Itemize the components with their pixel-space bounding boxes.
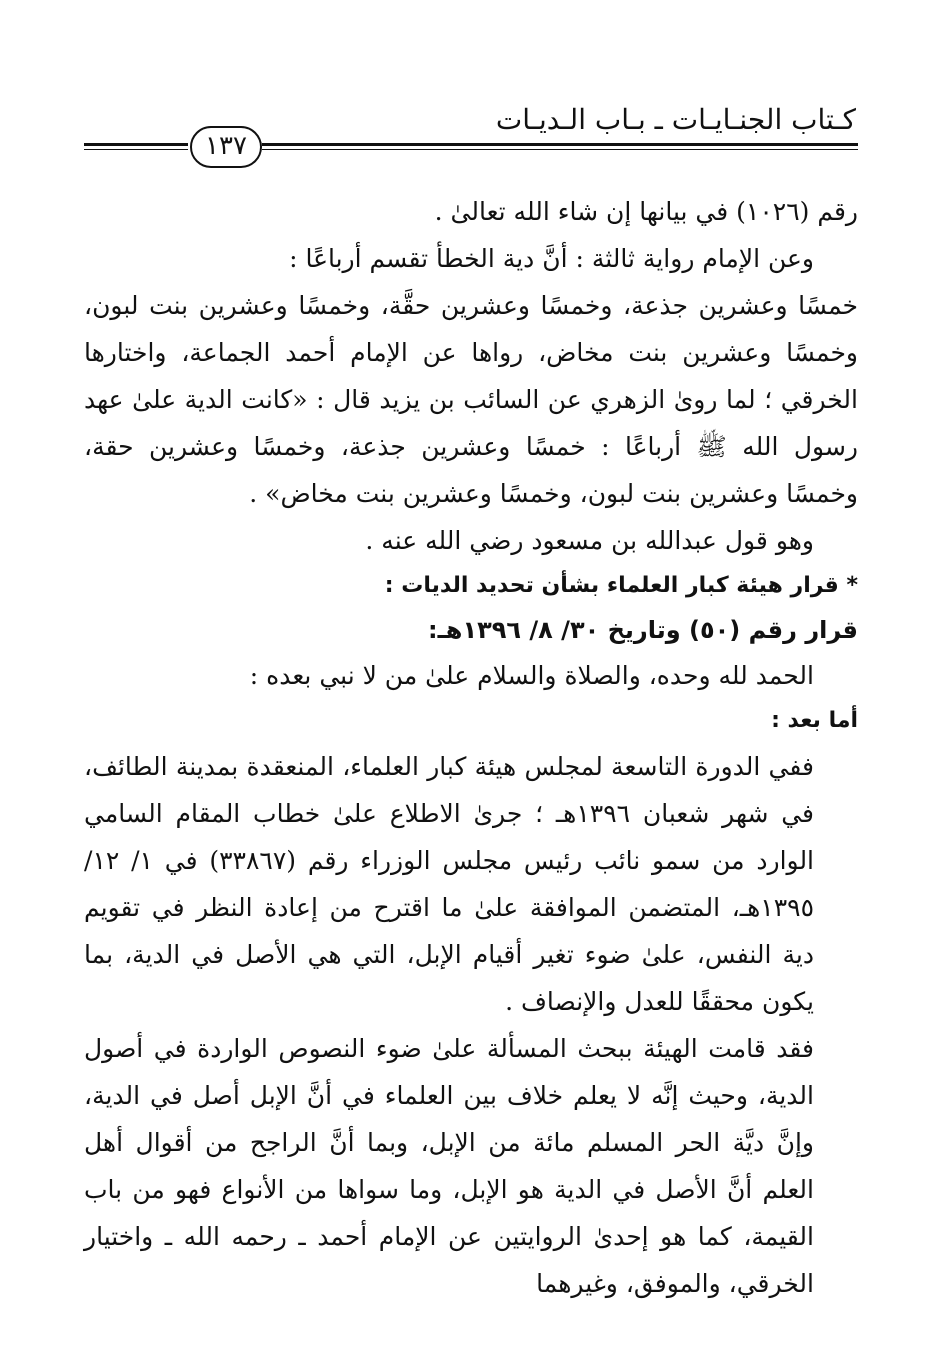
header-rule-left-thin [84,149,188,150]
paragraph: وهو قول عبدالله بن مسعود رضي الله عنه . [365,526,814,555]
paragraph: رقم (١٠٢٦) في بيانها إن شاء الله تعالىٰ . [434,197,858,226]
paragraph: ففي الدورة التاسعة لمجلس هيئة كبار العلماء، المنعقدة بمدينة الطائف، في شهر شعبان ١٣٩٦هـ ؛ جرىٰ الاطلاع علىٰ خطاب المقام السامي الوارد من سمو نائب رئيس مجلس الوزراء رقم (٣٣٨٦٧) في ١/ ١٢/ ١٣٩٥هـ، المتضمن الموافقة علىٰ ما اقترح من إعادة النظر في تقويم دية النفس، علىٰ ضوء تغير أقيام الإبل، التي هي الأصل في الدية، بما يكون محققًا للعدل والإنصاف . [84,752,815,1016]
page-number: ١٣٧ [190,126,262,168]
paragraph: فقد قامت الهيئة ببحث المسألة علىٰ ضوء النصوص الواردة في أصول الدية، وحيث إنَّه لا يعلم خلاف بين العلماء في أنَّ الإبل أصل في الدية، وإنَّ ديَّة الحر المسلم مائة من الإبل، وبما أنَّ الراجح من أقوال أهل العلم أنَّ الأصل في الدية هو الإبل، وما سواها من الأنواع فهو من باب القيمة، كما هو إحدىٰ الروايتين عن الإمام أحمد ـ رحمه الله ـ واختيار الخرقي، والموفق، وغيرهما [84,1034,814,1298]
paragraph: الحمد لله وحده، والصلاة والسلام علىٰ من لا نبي بعده : [249,661,814,690]
header-rule-left-thick [84,143,188,146]
page-body [84,188,858,1307]
paragraph: وعن الإمام رواية ثالثة : أنَّ دية الخطأ تقسم أرباعًا : [289,244,814,273]
header-rule-thin [262,149,858,150]
running-header-title: كـتاب الجنـايـات ـ بـاب الـديـات [495,103,856,136]
decision-heading: قرار رقم (٥٠) وتاريخ ٣٠/ ٨/ ١٣٩٦هـ: [427,616,858,644]
paragraph: خمسًا وعشرين جذعة، وخمسًا وعشرين حقَّة، وخمسًا وعشرين بنت لبون، وخمسًا وعشرين بنت مخاض، رواها عن الإمام أحمد الجماعة، واختارها الخرقي ؛ لما روىٰ الزهري عن السائب بن يزيد قال : «كانت الدية علىٰ عهد رسول الله ﷺ أرباعًا : خمسًا وعشرين جذعة، وخمسًا وعشرين حقة، وخمسًا وعشرين بنت لبون، وخمسًا وعشرين بنت مخاض» . [84,291,858,508]
section-heading: * قرار هيئة كبار العلماء بشأن تحديد الديات : [384,573,858,598]
header-rule-thick [262,143,858,146]
subheading: أما بعد : [771,708,858,733]
